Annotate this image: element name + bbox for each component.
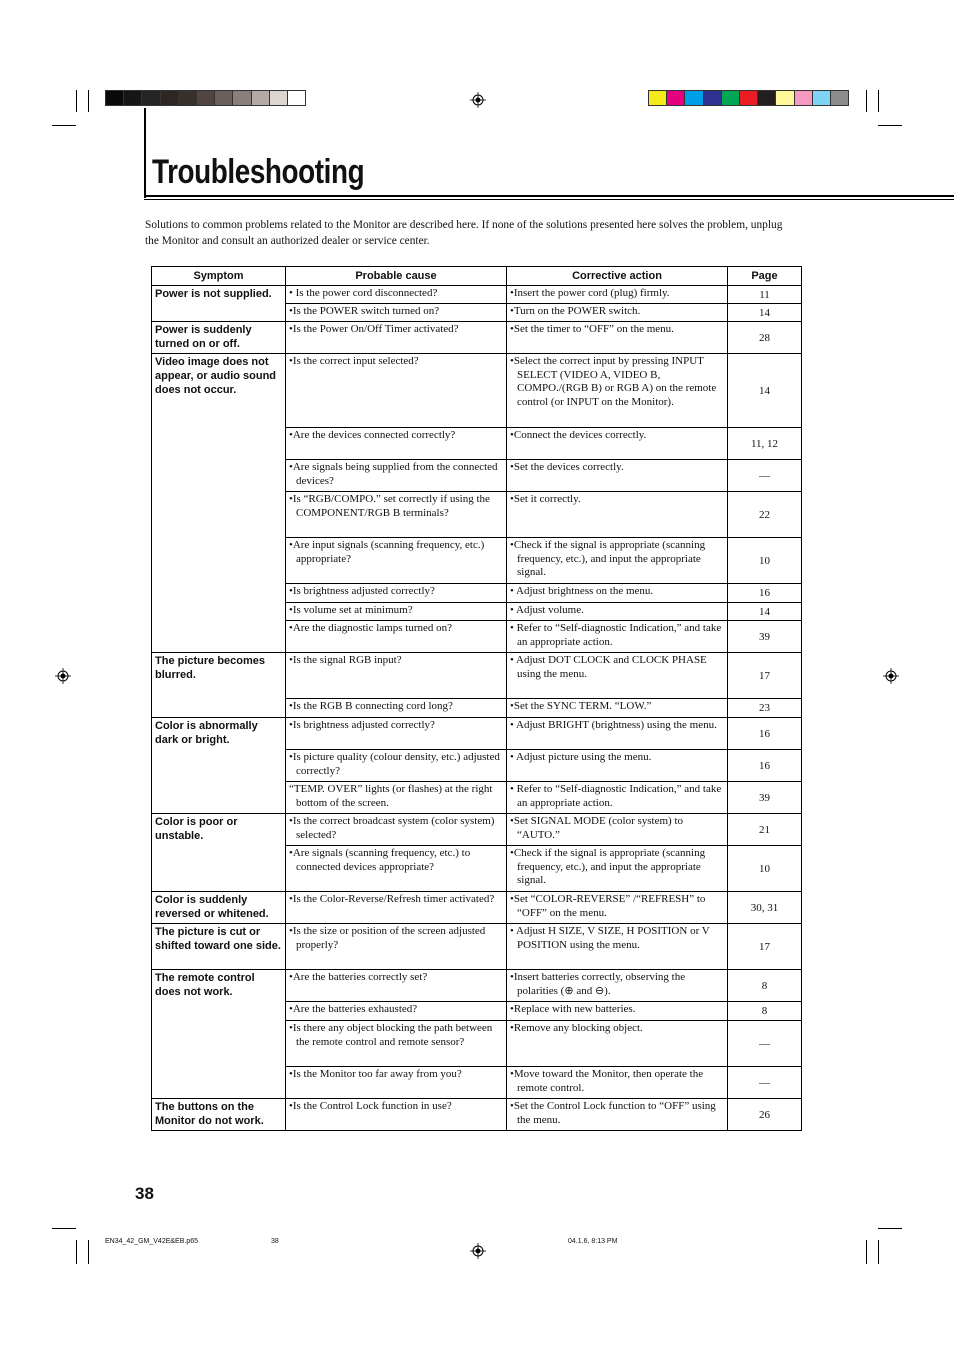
cause-text: •Are the devices connected correctly?: [289, 429, 456, 441]
symptom-cell: Color is suddenly reversed or whitened.: [152, 892, 286, 924]
action-cell: [507, 924, 728, 970]
cause-text: •Is brightness adjusted correctly?: [289, 719, 435, 731]
title-rule: [144, 195, 954, 197]
symptom-cell: The remote control does not work.: [152, 970, 286, 1099]
action-cell: [507, 584, 728, 603]
action-text: •Move toward the Monitor, then operate the remote control.: [510, 1068, 704, 1094]
action-cell: [507, 354, 728, 428]
cause-cell: [286, 892, 507, 924]
grayscale-swatch: [287, 90, 306, 106]
action-cell: [507, 603, 728, 621]
cause-text: “TEMP. OVER” lights (or flashes) at the right bottom of the screen.: [289, 783, 493, 809]
page-cell: 14: [728, 603, 802, 621]
table-row: [152, 970, 802, 1002]
action-text: •Replace with new batteries.: [510, 1003, 636, 1015]
action-text: •Check if the signal is appropriate (scanning frequency, etc.), and input the appropriate signal.: [510, 539, 706, 579]
symptom-cell: Video image does not appear, or audio sound does not occur.: [152, 354, 286, 653]
action-text: •Check if the signal is appropriate (scanning frequency, etc.), and input the appropriate signal.: [510, 847, 706, 887]
table-row: [152, 286, 802, 304]
symptom-cell: Color is abnormally dark or bright.: [152, 718, 286, 814]
cause-cell: [286, 322, 507, 354]
page-cell: 21: [728, 814, 802, 846]
cause-cell: [286, 846, 507, 892]
action-cell: [507, 621, 728, 653]
action-text: •Connect the devices correctly.: [510, 429, 647, 441]
action-cell: [507, 750, 728, 782]
cause-text: •Are the batteries exhausted?: [289, 1003, 418, 1015]
action-text: •Set the devices correctly.: [510, 461, 624, 473]
page-cell: 8: [728, 970, 802, 1002]
cause-cell: [286, 354, 507, 428]
action-text: •Turn on the POWER switch.: [510, 305, 641, 317]
table-row: [152, 924, 802, 970]
cause-text: •Is volume set at minimum?: [289, 604, 413, 616]
color-swatch: [666, 90, 685, 106]
title-rule-thin: [144, 199, 954, 200]
grayscale-swatch: [214, 90, 233, 106]
action-text: • Adjust picture using the menu.: [510, 751, 652, 763]
cause-cell: [286, 750, 507, 782]
page-cell: 39: [728, 782, 802, 814]
page-cell: 16: [728, 584, 802, 603]
table-body: [152, 286, 802, 1131]
page-cell: 23: [728, 699, 802, 718]
cause-text: • Is the power cord disconnected?: [289, 287, 438, 299]
cause-text: •Is the RGB B connecting cord long?: [289, 700, 453, 712]
header-corrective-action: Corrective action: [507, 267, 728, 286]
action-cell: [507, 1067, 728, 1099]
page-cell: 17: [728, 653, 802, 699]
action-text: • Adjust BRIGHT (brightness) using the menu.: [510, 719, 717, 731]
action-cell: [507, 814, 728, 846]
color-swatch: [684, 90, 703, 106]
action-cell: [507, 322, 728, 354]
symptom-cell: Color is poor or unstable.: [152, 814, 286, 892]
cause-cell: [286, 492, 507, 538]
cause-cell: [286, 1021, 507, 1067]
action-text: •Set the Control Lock function to “OFF” using the menu.: [510, 1100, 716, 1126]
action-cell: [507, 846, 728, 892]
color-swatch: [830, 90, 849, 106]
action-cell: [507, 892, 728, 924]
page-cell: 22: [728, 492, 802, 538]
title-rule-vertical: [144, 108, 146, 198]
cause-text: •Is the signal RGB input?: [289, 654, 402, 666]
grayscale-swatch: [160, 90, 179, 106]
page-cell: —: [728, 1067, 802, 1099]
header-probable-cause: Probable cause: [286, 267, 507, 286]
cause-text: •Is the Color-Reverse/Refresh timer activated?: [289, 893, 495, 905]
action-cell: [507, 492, 728, 538]
action-cell: [507, 718, 728, 750]
page-cell: 17: [728, 924, 802, 970]
grayscale-swatch: [196, 90, 215, 106]
action-text: • Refer to “Self-diagnostic Indication,” and take an appropriate action.: [510, 783, 722, 809]
action-text: •Set “COLOR-REVERSE” /“REFRESH” to “OFF” on the menu.: [510, 893, 706, 919]
troubleshooting-table: [151, 266, 802, 1131]
cause-text: •Is the size or position of the screen adjusted properly?: [289, 925, 486, 951]
cause-cell: [286, 538, 507, 584]
cause-cell: [286, 653, 507, 699]
registration-mark-icon: [470, 92, 486, 108]
cause-text: •Are signals being supplied from the connected devices?: [289, 461, 498, 487]
action-cell: [507, 304, 728, 322]
page-cell: 28: [728, 322, 802, 354]
cause-cell: [286, 718, 507, 750]
page-cell: 14: [728, 354, 802, 428]
page-cell: 10: [728, 538, 802, 584]
action-text: •Set SIGNAL MODE (color system) to “AUTO.”: [510, 815, 684, 841]
page-cell: 11, 12: [728, 428, 802, 460]
action-cell: [507, 653, 728, 699]
cause-cell: [286, 1002, 507, 1021]
table-row: [152, 718, 802, 750]
cause-text: •Is picture quality (colour density, etc.) adjusted correctly?: [289, 751, 500, 777]
action-text: •Set the SYNC TERM. “LOW.”: [510, 700, 652, 712]
header-page: Page: [728, 267, 802, 286]
footer-file-name: EN34_42_GM_V42E&EB.p65: [105, 1238, 199, 1245]
color-swatch: [794, 90, 813, 106]
grayscale-swatch: [232, 90, 251, 106]
page-cell: —: [728, 460, 802, 492]
page-cell: 16: [728, 718, 802, 750]
cause-text: •Is brightness adjusted correctly?: [289, 585, 435, 597]
cause-cell: [286, 584, 507, 603]
cause-cell: [286, 286, 507, 304]
action-text: •Remove any blocking object.: [510, 1022, 643, 1034]
footer-page-ref: 38: [271, 1238, 279, 1245]
cause-cell: [286, 970, 507, 1002]
cause-text: •Is “RGB/COMPO.” set correctly if using the COMPONENT/RGB B terminals?: [289, 493, 490, 519]
intro-paragraph: Solutions to common problems related to the Monitor are described here. If none of the solutions presented here solves the problem, unplug the Monitor and consult an authorized dealer or service center.: [145, 219, 783, 247]
cause-text: •Are input signals (scanning frequency, etc.) appropriate?: [289, 539, 485, 565]
action-cell: [507, 460, 728, 492]
cause-cell: [286, 460, 507, 492]
color-swatch: [775, 90, 794, 106]
cause-text: •Are the diagnostic lamps turned on?: [289, 622, 453, 634]
footer-date: 04.1.6, 8:13 PM: [568, 1238, 618, 1245]
cause-text: •Is there any object blocking the path between the remote control and remote sensor?: [289, 1022, 493, 1048]
symptom-cell: The picture is cut or shifted toward one side.: [152, 924, 286, 970]
page-number: 38: [135, 1184, 154, 1203]
cause-text: •Are signals (scanning frequency, etc.) to connected devices appropriate?: [289, 847, 471, 873]
color-swatch: [648, 90, 667, 106]
action-text: •Insert batteries correctly, observing the polarities (⊕ and ⊖).: [510, 971, 686, 997]
grayscale-swatch: [269, 90, 288, 106]
cause-cell: [286, 814, 507, 846]
cause-cell: [286, 699, 507, 718]
table-row: [152, 354, 802, 428]
action-cell: [507, 782, 728, 814]
cause-text: •Is the Monitor too far away from you?: [289, 1068, 462, 1080]
grayscale-swatch: [251, 90, 270, 106]
grayscale-swatch: [178, 90, 197, 106]
cause-cell: [286, 621, 507, 653]
table-row: [152, 653, 802, 699]
cause-text: •Are the batteries correctly set?: [289, 971, 428, 983]
cause-cell: [286, 1099, 507, 1131]
cause-cell: [286, 782, 507, 814]
grayscale-swatch: [141, 90, 160, 106]
action-cell: [507, 1099, 728, 1131]
action-text: • Adjust H SIZE, V SIZE, H POSITION or V POSITION using the menu.: [510, 925, 710, 951]
registration-mark-icon: [883, 668, 899, 684]
cause-cell: [286, 924, 507, 970]
grayscale-swatch: [105, 90, 124, 106]
action-cell: [507, 286, 728, 304]
header-symptom: Symptom: [152, 267, 286, 286]
cause-cell: [286, 1067, 507, 1099]
cause-text: •Is the Power On/Off Timer activated?: [289, 323, 459, 335]
grayscale-swatch: [123, 90, 142, 106]
cause-text: •Is the correct broadcast system (color system) selected?: [289, 815, 495, 841]
symptom-cell: Power is suddenly turned on or off.: [152, 322, 286, 354]
page-cell: 10: [728, 846, 802, 892]
table-row: [152, 814, 802, 846]
action-cell: [507, 538, 728, 584]
action-cell: [507, 699, 728, 718]
action-text: •Set the timer to “OFF” on the menu.: [510, 323, 674, 335]
cause-text: •Is the Control Lock function in use?: [289, 1100, 452, 1112]
action-text: •Set it correctly.: [510, 493, 581, 505]
action-text: • Adjust DOT CLOCK and CLOCK PHASE using the menu.: [510, 654, 707, 680]
color-swatch: [757, 90, 776, 106]
color-swatch: [721, 90, 740, 106]
cause-text: •Is the POWER switch turned on?: [289, 305, 440, 317]
page-cell: 8: [728, 1002, 802, 1021]
page-cell: 11: [728, 286, 802, 304]
page-title: Troubleshooting: [152, 153, 365, 191]
color-swatch: [703, 90, 722, 106]
symptom-cell: The picture becomes blurred.: [152, 653, 286, 718]
action-text: • Adjust brightness on the menu.: [510, 585, 654, 597]
color-swatch: [739, 90, 758, 106]
registration-mark-icon: [470, 1243, 486, 1259]
cause-cell: [286, 304, 507, 322]
table-header-row: [152, 267, 802, 286]
action-text: •Insert the power cord (plug) firmly.: [510, 287, 670, 299]
symptom-cell: Power is not supplied.: [152, 286, 286, 322]
page-cell: 39: [728, 621, 802, 653]
cause-cell: [286, 603, 507, 621]
page-cell: 30, 31: [728, 892, 802, 924]
color-swatch: [812, 90, 831, 106]
action-cell: [507, 970, 728, 1002]
registration-mark-icon: [55, 668, 71, 684]
action-cell: [507, 1002, 728, 1021]
page-cell: 26: [728, 1099, 802, 1131]
page-cell: —: [728, 1021, 802, 1067]
cause-text: •Is the correct input selected?: [289, 355, 419, 367]
action-text: • Adjust volume.: [510, 604, 584, 616]
action-cell: [507, 1021, 728, 1067]
action-text: •Select the correct input by pressing INPUT SELECT (VIDEO A, VIDEO B, COMPO./(RGB B) or RGB A) on the remote control (or INPUT on the Monitor).: [510, 355, 717, 408]
symptom-cell: The buttons on the Monitor do not work.: [152, 1099, 286, 1131]
action-cell: [507, 428, 728, 460]
table-row: [152, 1099, 802, 1131]
page-cell: 16: [728, 750, 802, 782]
page-cell: 14: [728, 304, 802, 322]
cause-cell: [286, 428, 507, 460]
action-text: • Refer to “Self-diagnostic Indication,” and take an appropriate action.: [510, 622, 722, 648]
table-row: [152, 892, 802, 924]
table-row: [152, 322, 802, 354]
